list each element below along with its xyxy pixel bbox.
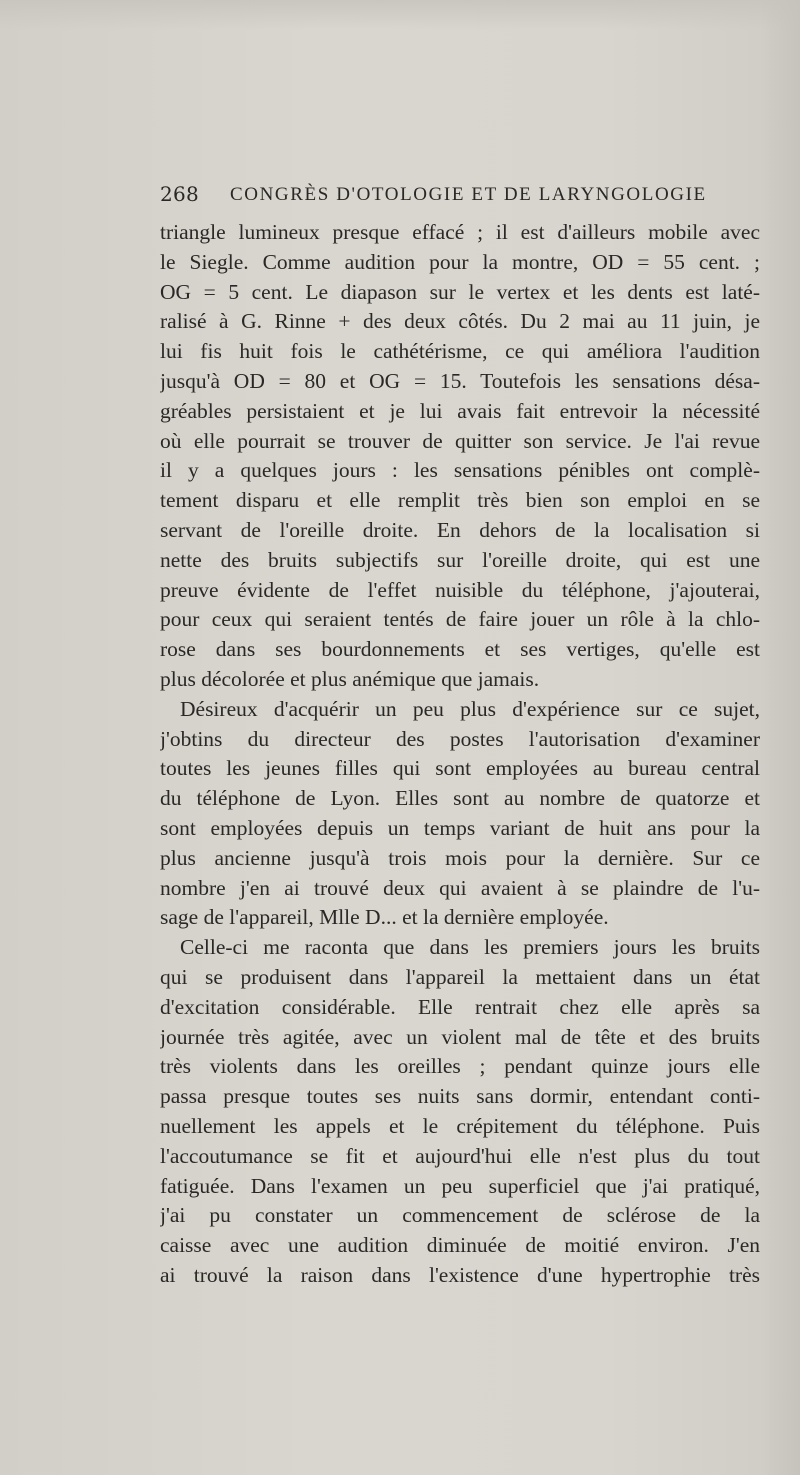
- text-line: preuve évidente de l'effet nuisible du téléphone, j'ajouterai,: [160, 577, 760, 602]
- page-top-shadow: [0, 0, 800, 30]
- text-line: passa presque toutes ses nuits sans dormir, entendant conti-: [160, 1084, 760, 1109]
- text-line: où elle pourrait se trouver de quitter son service. Je l'ai revue: [160, 428, 760, 453]
- text-line: j'obtins du directeur des postes l'autorisation d'examiner: [160, 726, 760, 751]
- text-line: sont employées depuis un temps variant de huit ans pour la: [160, 815, 760, 840]
- page-number: 268: [160, 182, 200, 206]
- text-line: journée très agitée, avec un violent mal de tête et des bruits: [160, 1024, 760, 1049]
- text-line: OG = 5 cent. Le diapason sur le vertex et les dents est laté-: [160, 279, 760, 304]
- text-line: pour ceux qui seraient tentés de faire jouer un rôle à la chlo-: [160, 607, 760, 632]
- text-line: fatiguée. Dans l'examen un peu superficiel que j'ai pratiqué,: [160, 1173, 760, 1198]
- text-line: du téléphone de Lyon. Elles sont au nombre de quatorze et: [160, 786, 760, 811]
- text-line: rose dans ses bourdonnements et ses vertiges, qu'elle est: [160, 637, 760, 662]
- text-line: j'ai pu constater un commencement de sclérose de la: [160, 1203, 760, 1228]
- text-line: caisse avec une audition diminuée de moitié environ. J'en: [160, 1233, 760, 1258]
- text-line: jusqu'à OD = 80 et OG = 15. Toutefois les sensations désa-: [160, 368, 760, 393]
- text-line: nuellement les appels et le crépitement du téléphone. Puis: [160, 1113, 760, 1138]
- text-line: plus décolorée et plus anémique que jamais.: [160, 666, 540, 691]
- body-text: [160, 218, 760, 1291]
- text-line: ai trouvé la raison dans l'existence d'une hypertrophie très: [160, 1262, 760, 1287]
- text-line: très violents dans les oreilles ; pendant quinze jours elle: [160, 1054, 760, 1079]
- text-line: servant de l'oreille droite. En dehors de la localisation si: [160, 517, 760, 542]
- text-line: d'excitation considérable. Elle rentrait chez elle après sa: [160, 994, 760, 1019]
- text-line: toutes les jeunes filles qui sont employées au bureau central: [160, 756, 760, 781]
- text-line: plus ancienne jusqu'à trois mois pour la dernière. Sur ce: [160, 845, 760, 870]
- text-line: sage de l'appareil, Mlle D... et la dernière employée.: [160, 905, 609, 930]
- page-header: [160, 182, 760, 210]
- text-line: il y a quelques jours : les sensations pénibles ont complè-: [160, 458, 760, 483]
- running-title: CONGRÈS D'OTOLOGIE ET DE LARYNGOLOGIE: [230, 184, 707, 205]
- text-line: qui se produisent dans l'appareil la mettaient dans un état: [160, 964, 760, 989]
- text-line: l'accoutumance se fit et aujourd'hui elle n'est plus du tout: [160, 1143, 760, 1168]
- text-line: le Siegle. Comme audition pour la montre, OD = 55 cent. ;: [160, 249, 760, 274]
- page-right-shadow: [760, 0, 800, 1475]
- text-line: nette des bruits subjectifs sur l'oreille droite, qui est une: [160, 547, 760, 572]
- text-line: nombre j'en ai trouvé deux qui avaient à se plaindre de l'u-: [160, 875, 760, 900]
- text-line: Désireux d'acquérir un peu plus d'expérience sur ce sujet,: [180, 696, 760, 721]
- text-line: lui fis huit fois le cathétérisme, ce qui améliora l'audition: [160, 339, 760, 364]
- text-line: tement disparu et elle remplit très bien son emploi en se: [160, 488, 760, 513]
- text-line: gréables persistaient et je lui avais fait entrevoir la nécessité: [160, 398, 760, 423]
- text-line: Celle-ci me raconta que dans les premiers jours les bruits: [180, 935, 760, 960]
- text-line: triangle lumineux presque effacé ; il est d'ailleurs mobile avec: [160, 220, 760, 244]
- text-line: ralisé à G. Rinne + des deux côtés. Du 2 mai au 11 juin, je: [160, 309, 760, 334]
